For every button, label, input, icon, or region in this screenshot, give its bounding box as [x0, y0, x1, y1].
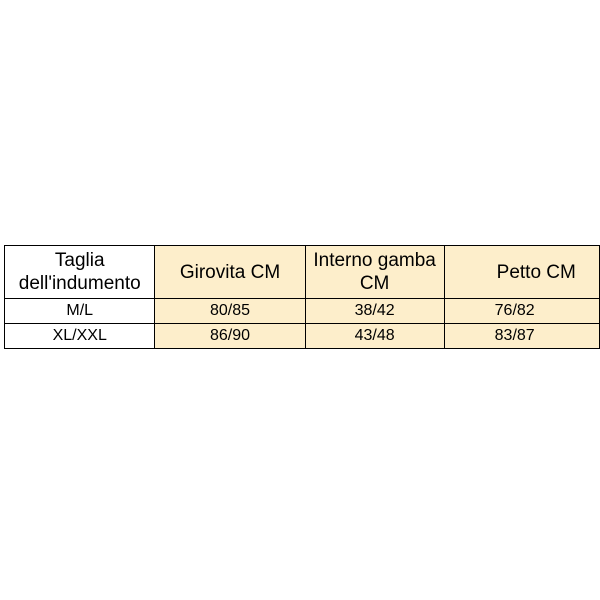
table-header-row — [5, 246, 600, 299]
cell-waist: 86/90 — [155, 324, 305, 349]
header-size: Taglia dell'indumento — [5, 246, 155, 299]
table-row — [5, 299, 600, 324]
cell-size: M/L — [5, 299, 155, 324]
cell-inseam: 38/42 — [305, 299, 444, 324]
header-chest: Petto CM — [444, 246, 599, 299]
header-inseam: Interno gamba CM — [305, 246, 444, 299]
table-row — [5, 324, 600, 349]
cell-waist: 80/85 — [155, 299, 305, 324]
header-waist: Girovita CM — [155, 246, 305, 299]
cell-chest: 83/87 — [444, 324, 599, 349]
cell-size: XL/XXL — [5, 324, 155, 349]
cell-inseam: 43/48 — [305, 324, 444, 349]
size-chart-table — [4, 245, 600, 349]
cell-chest: 76/82 — [444, 299, 599, 324]
